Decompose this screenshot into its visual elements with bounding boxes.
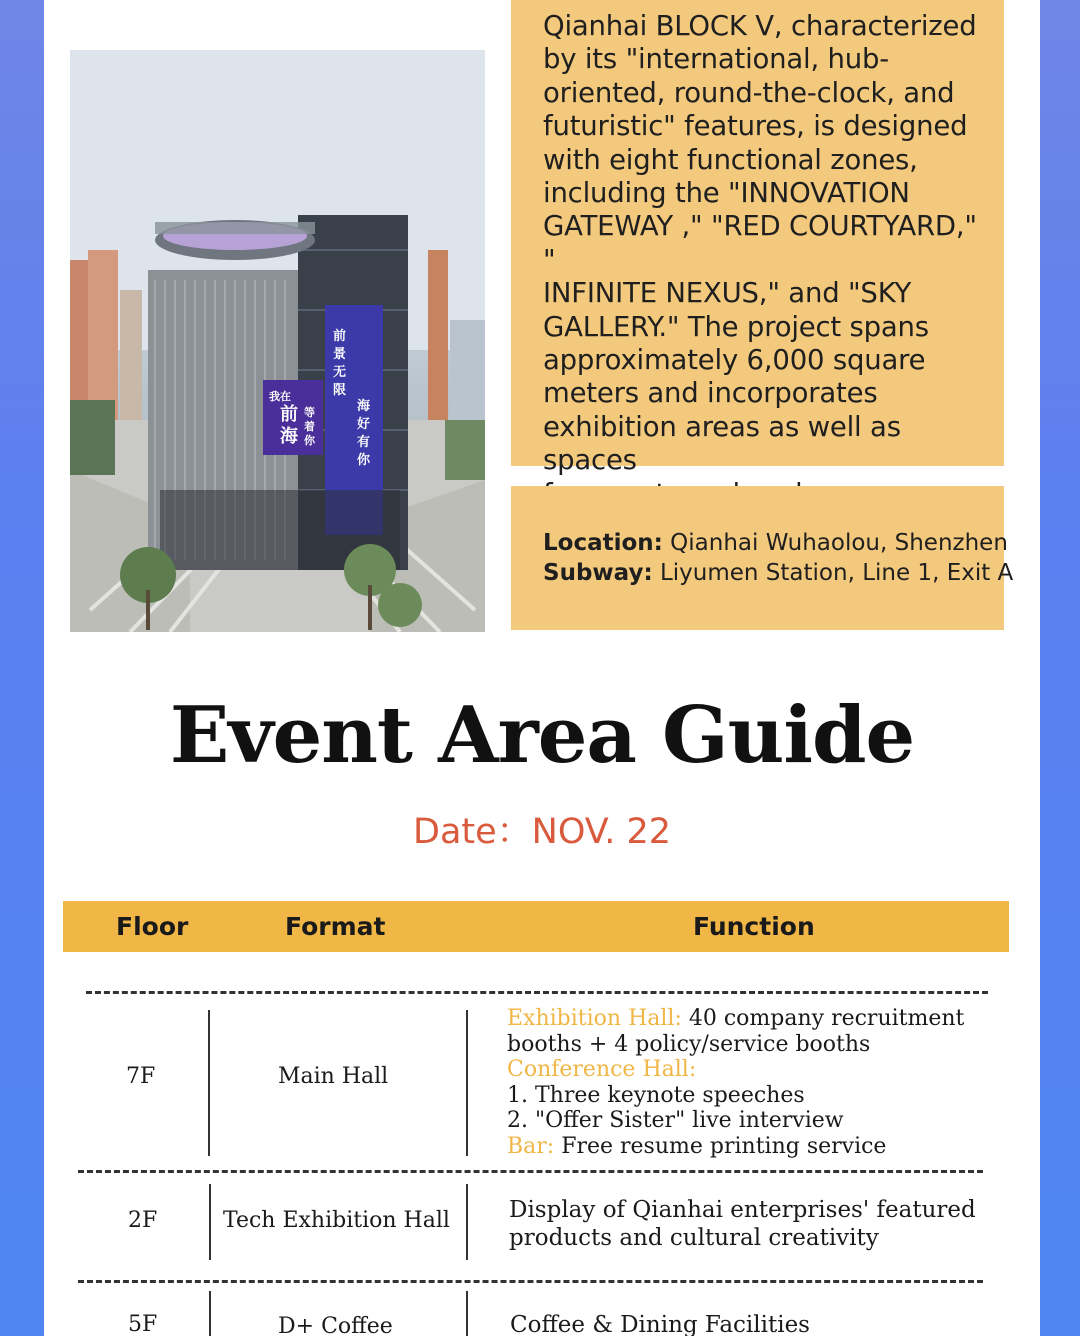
- column-divider: [209, 1291, 211, 1336]
- header-function: Function: [693, 912, 815, 941]
- row-divider: [78, 1280, 983, 1283]
- svg-text:海: 海: [357, 399, 371, 414]
- svg-text:好: 好: [357, 417, 371, 432]
- poster-card: [44, 0, 1040, 1336]
- svg-text:前: 前: [280, 404, 298, 425]
- row-5f-floor: 5F: [128, 1312, 158, 1336]
- svg-text:我在: 我在: [269, 390, 291, 403]
- column-divider: [209, 1184, 211, 1260]
- location-line: [543, 528, 1008, 558]
- row-7f-function: [507, 1006, 964, 1159]
- header-format: Format: [285, 912, 386, 941]
- row-2f-floor: 2F: [128, 1208, 158, 1233]
- row-2f-function: [509, 1196, 976, 1252]
- subway-label: Subway:: [543, 560, 653, 586]
- row-5f-function: [510, 1311, 810, 1336]
- description-line: meters and incorporates: [543, 377, 878, 410]
- table-header: [63, 901, 1009, 952]
- conference-item: 2. "Offer Sister" live interview: [507, 1108, 844, 1133]
- svg-text:着: 着: [304, 420, 315, 433]
- description-line: oriented, round-the-clock, and: [543, 76, 955, 109]
- bar-label: Bar:: [507, 1133, 555, 1159]
- svg-text:你: 你: [357, 453, 371, 468]
- svg-text:你: 你: [304, 434, 315, 447]
- subway-line: [543, 558, 1014, 588]
- row-divider: [86, 991, 988, 994]
- exhibition-hall-text-2: booths + 4 policy/service booths: [507, 1031, 871, 1057]
- row-2f-format: Tech Exhibition Hall: [223, 1208, 450, 1233]
- svg-text:无: 无: [333, 365, 347, 380]
- column-divider: [466, 1291, 468, 1336]
- description-line: exhibition areas as well as spaces: [543, 410, 901, 477]
- exhibition-hall-text: 40 company recruitment: [681, 1006, 965, 1031]
- description-line: GATEWAY ," "RED COURTYARD," ": [543, 210, 977, 276]
- description-line: approximately 6,000 square: [543, 344, 926, 377]
- svg-text:景: 景: [333, 347, 347, 362]
- bar-text: Free resume printing service: [554, 1133, 887, 1159]
- svg-text:有: 有: [357, 435, 371, 450]
- svg-text:前: 前: [333, 329, 347, 344]
- svg-text:海: 海: [280, 426, 298, 447]
- row-7f-floor: 7F: [126, 1064, 156, 1089]
- guide-title: Event Area Guide: [169, 690, 915, 781]
- column-divider: [466, 1184, 468, 1260]
- function-line: products and cultural creativity: [509, 1225, 879, 1251]
- function-line: Coffee & Dining Facilities: [510, 1312, 810, 1336]
- row-5f-format: D+ Coffee: [278, 1314, 393, 1336]
- location-box: [511, 486, 1014, 630]
- description-line: including the "INNOVATION: [543, 177, 910, 210]
- description-line: by its "international, hub-: [543, 43, 889, 76]
- column-divider: [208, 1010, 210, 1156]
- subway-value: Liyumen Station, Line 1, Exit A: [652, 560, 1014, 586]
- location-value: Qianhai Wuhaolou, Shenzhen: [662, 530, 1008, 556]
- conference-item: 1. Three keynote speeches: [507, 1082, 805, 1108]
- conference-hall-label: Conference Hall:: [507, 1057, 697, 1082]
- description-line: GALLERY." The project spans: [543, 310, 929, 343]
- header-floor: Floor: [116, 912, 189, 941]
- exhibition-hall-label: Exhibition Hall:: [507, 1006, 682, 1031]
- description-line: futuristic" features, is designed: [543, 110, 968, 143]
- description-line: Qianhai BLOCK V, characterized: [543, 10, 977, 42]
- row-divider: [78, 1170, 983, 1173]
- description-line: with eight functional zones,: [543, 143, 918, 176]
- description-box: [511, 0, 1004, 477]
- svg-text:限: 限: [333, 383, 347, 398]
- column-divider: [466, 1010, 468, 1156]
- svg-text:等: 等: [304, 406, 315, 419]
- building-photo: [70, 50, 485, 632]
- row-7f-format: Main Hall: [278, 1064, 389, 1089]
- guide-date: Date：NOV. 22: [413, 812, 671, 852]
- location-label: Location:: [543, 530, 663, 556]
- description-line: INFINITE NEXUS," and "SKY: [543, 277, 912, 310]
- function-line: Display of Qianhai enterprises' featured: [509, 1197, 976, 1223]
- description-text: [543, 10, 982, 511]
